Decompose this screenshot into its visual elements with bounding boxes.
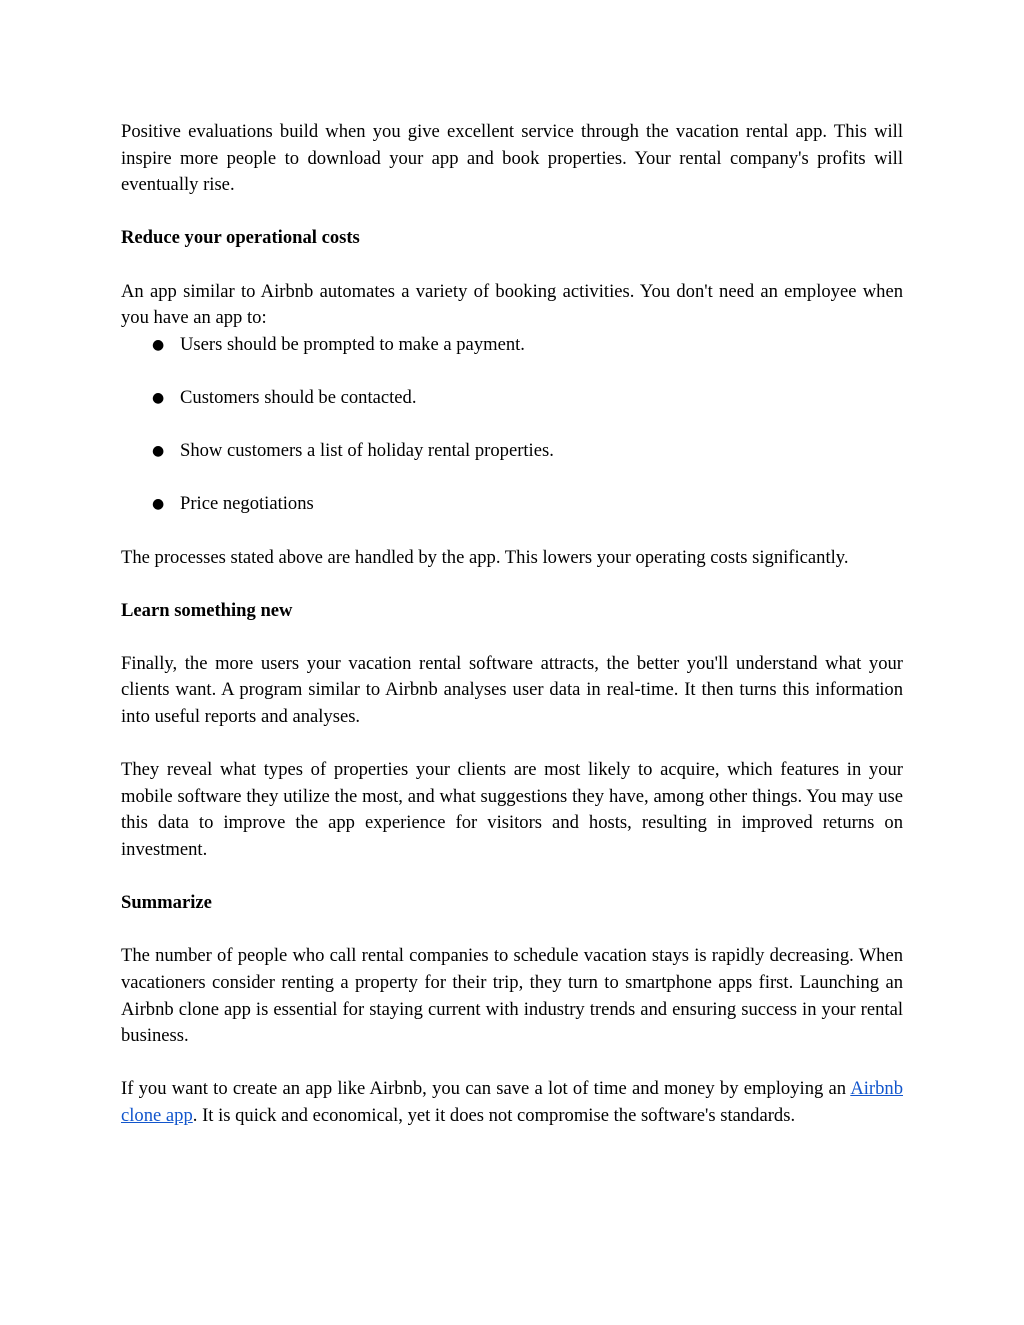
bullet-icon: ●: [152, 336, 165, 353]
bullet-icon: ●: [152, 443, 165, 460]
list-item: [121, 332, 903, 359]
heading-learn-something-new: Learn something new: [121, 599, 293, 621]
paragraph-text-before-link: If you want to create an app like Airbnb, you can save a lot of time and money by employing an: [121, 1078, 851, 1100]
paragraph-they-reveal: They reveal what types of properties your clients are most likely to acquire, which features in your mobile software they utilize the most, and what suggestions they have, among other things. You may use this data to improve the app experience for visitors and hosts, resulting in improved returns on investment.: [121, 759, 903, 861]
list-item: [121, 385, 903, 412]
airbnb-clone-app-link[interactable]: Airbnb clone app: [121, 1078, 903, 1126]
paragraph-text-after-link: . It is quick and economical, yet it does not compromise the software's standards.: [192, 1104, 796, 1126]
bullet-list: [121, 332, 903, 518]
paragraph-processes-handled: The processes stated above are handled by the app. This lowers your operating costs significantly.: [121, 546, 849, 568]
heading-summarize: Summarize: [121, 892, 212, 914]
paragraph-finally-more-users: Finally, the more users your vacation rental software attracts, the better you'll understand what your clients want. A program similar to Airbnb analyses user data in real-time. It then turns this information into useful reports and analyses.: [121, 652, 903, 728]
bullet-icon: ●: [152, 389, 165, 406]
list-item-text: Price negotiations: [180, 493, 314, 515]
paragraph-number-of-people: The number of people who call rental companies to schedule vacation stays is rapidly decreasing. When vacationers consider renting a property for their trip, they turn to smartphone apps first. Launching an Airbnb clone app is essential for staying current with industry trends and ensuring success in your rental business.: [121, 945, 903, 1047]
list-item-text: Show customers a list of holiday rental properties.: [180, 440, 554, 462]
heading-reduce-costs: Reduce your operational costs: [121, 227, 360, 249]
document-page: [121, 119, 903, 1156]
list-item-text: Users should be prompted to make a payment.: [180, 333, 525, 355]
list-item-text: Customers should be contacted.: [180, 386, 417, 408]
paragraph-if-you-want: [121, 1076, 903, 1129]
bullet-icon: ●: [152, 496, 165, 513]
paragraph-positive-evaluations: Positive evaluations build when you give excellent service through the vacation rental app. This will inspire more people to download your app and book properties. Your rental company's profits will eventually rise.: [121, 121, 903, 196]
paragraph-airbnb-automates: An app similar to Airbnb automates a variety of booking activities. You don't need an employee when you have an app to:: [121, 280, 903, 329]
list-item: [121, 438, 903, 465]
list-item: [121, 491, 903, 518]
